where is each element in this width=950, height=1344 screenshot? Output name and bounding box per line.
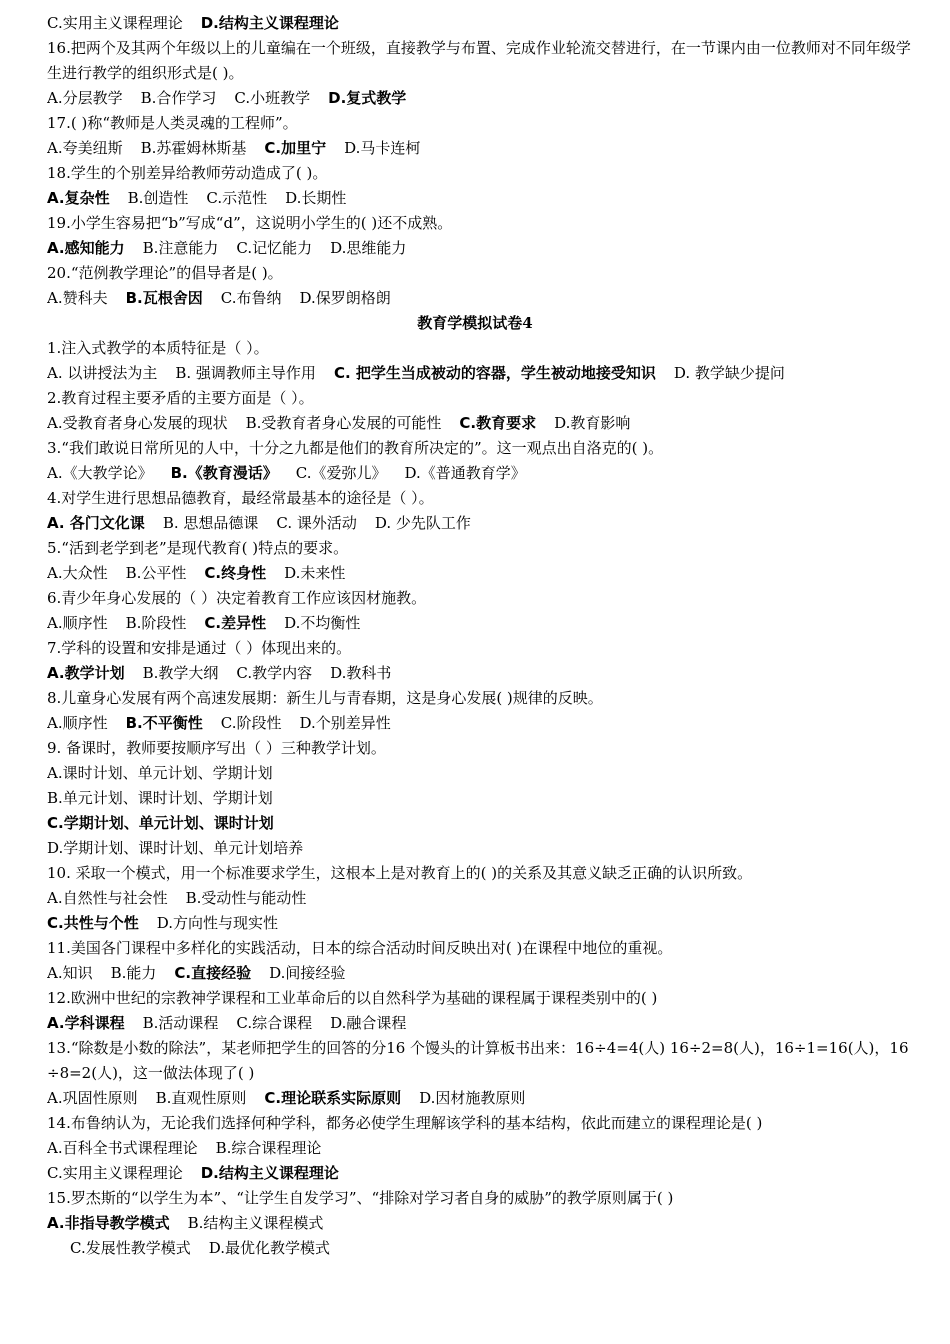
option: C.记忆能力 (236, 239, 313, 257)
options-row (47, 836, 917, 861)
question-stem: 17.( )称“教师是人类灵魂的工程师”。 (47, 114, 298, 132)
answer-option: C. 把学生当成被动的容器，学生被动地接受知识 (333, 364, 656, 382)
answer-option: C.理论联系实际原则 (264, 1089, 402, 1107)
answer-option: C.加里宁 (264, 139, 327, 157)
options-row (47, 361, 917, 386)
option: B.教学大纲 (142, 664, 219, 682)
answer-option: C.教育要求 (459, 414, 537, 432)
question-stem: 3.“我们敢说日常所见的人中，十分之九都是他们的教育所决定的”。这一观点出自洛克的( )。 (47, 439, 664, 457)
option: B.结构主义课程模式 (187, 1214, 324, 1232)
option: B.创造性 (127, 189, 189, 207)
answer-option: A.感知能力 (47, 239, 125, 257)
option: B. 强调教师主导作用 (175, 364, 316, 382)
options-row (47, 236, 917, 261)
question-stem: 7.学科的设置和安排是通过（ ）体现出来的。 (47, 639, 352, 657)
answer-option: D.结构主义课程理论 (200, 14, 339, 32)
answer-option: C.共性与个性 (47, 914, 139, 932)
question-stem: 14.布鲁纳认为，无论我们选择何种学科，都务必使学生理解该学科的基本结构，依此而建立的课程理论是( ) (47, 1114, 763, 1132)
answer-option: C.学期计划、单元计划、课时计划 (47, 814, 274, 832)
options-row (47, 1086, 917, 1111)
question-stem: 4.对学生进行思想品德教育，最经常最基本的途径是（ ）。 (47, 489, 434, 507)
option: C.《爱弥儿》 (295, 464, 387, 482)
options-row (47, 661, 917, 686)
option: C.阶段性 (220, 714, 282, 732)
options-row (47, 186, 917, 211)
option: A.巩固性原则 (47, 1089, 138, 1107)
option: A.百科全书式课程理论 (47, 1139, 198, 1157)
question-stem: 18.学生的个别差异给教师劳动造成了( )。 (47, 164, 328, 182)
question-stem: 9. 备课时，教师要按顺序写出（ ）三种教学计划。 (47, 739, 386, 757)
option: A.大众性 (47, 564, 108, 582)
answer-option: A.非指导教学模式 (47, 1214, 170, 1232)
answer-option: D.结构主义课程理论 (200, 1164, 339, 1182)
option: B.受教育者身心发展的可能性 (245, 414, 442, 432)
options-row (47, 11, 917, 36)
options-row (47, 1011, 917, 1036)
option: B.单元计划、课时计划、学期计划 (47, 789, 273, 807)
option: A.分层教学 (47, 89, 123, 107)
option: A.课时计划、单元计划、学期计划 (47, 764, 273, 782)
question-stem: 13.“除数是小数的除法”，某老师把学生的回答的分16 个馒头的计算板书出来：16÷4=4(人) 16÷2=8(人)，16÷1=16(人)，16 ÷8=2(人)，这一做法体现了( ) (47, 1039, 909, 1082)
option: C.发展性教学模式 (70, 1239, 191, 1257)
option: A.知识 (47, 964, 93, 982)
options-row (47, 911, 917, 936)
answer-option: B.瓦根舍因 (125, 289, 203, 307)
options-row (47, 411, 917, 436)
options-row (47, 961, 917, 986)
options-row (47, 786, 917, 811)
option: D.间接经验 (269, 964, 346, 982)
option: B.阶段性 (125, 614, 187, 632)
option: D.《普通教育学》 (404, 464, 526, 482)
answer-option: A. 各门文化课 (47, 514, 145, 532)
option: B.注意能力 (142, 239, 219, 257)
answer-option: D.复式教学 (328, 89, 407, 107)
option: D.保罗朗格朗 (299, 289, 391, 307)
option: C.小班教学 (234, 89, 311, 107)
answer-option: A.复杂性 (47, 189, 110, 207)
option: D.学期计划、课时计划、单元计划培养 (47, 839, 304, 857)
option: B.直观性原则 (155, 1089, 247, 1107)
options-row (47, 761, 917, 786)
question-stem: 10. 采取一个模式，用一个标准要求学生，这根本上是对教育上的( )的关系及其意义缺乏正确的认识所致。 (47, 864, 753, 882)
answer-option: B.《教育漫话》 (170, 464, 278, 482)
options-row (47, 1211, 917, 1236)
question-stem: 15.罗杰斯的“以学生为本”、“让学生自发学习”、“排除对学习者自身的威胁”的教学原则属于( ) (47, 1189, 674, 1207)
answer-option: C.直接经验 (174, 964, 252, 982)
option: B.受动性与能动性 (185, 889, 307, 907)
options-row (47, 511, 917, 536)
option: C.布鲁纳 (220, 289, 282, 307)
option: D.个别差异性 (299, 714, 391, 732)
option: B.能力 (110, 964, 157, 982)
option: D.未来性 (284, 564, 346, 582)
options-row (47, 136, 917, 161)
option: C.教学内容 (236, 664, 313, 682)
options-row (47, 1136, 917, 1161)
option: D.长期性 (285, 189, 347, 207)
option: C. 课外活动 (276, 514, 357, 532)
answer-option: C.差异性 (204, 614, 267, 632)
option: A.夸美纽斯 (47, 139, 123, 157)
options-row (47, 811, 917, 836)
option: A.顺序性 (47, 614, 108, 632)
question-stem: 12.欧洲中世纪的宗教神学课程和工业革命后的以自然科学为基础的课程属于课程类别中的( ) (47, 989, 658, 1007)
options-row (47, 86, 917, 111)
option: D.方向性与现实性 (156, 914, 278, 932)
option: D.不均衡性 (284, 614, 361, 632)
question-stem: 11.美国各门课程中多样化的实践活动，日本的综合活动时间反映出对( )在课程中地位的重视。 (47, 939, 673, 957)
answer-option: A.教学计划 (47, 664, 125, 682)
option: C.实用主义课程理论 (47, 1164, 183, 1182)
option: C.综合课程 (236, 1014, 313, 1032)
options-row (47, 711, 917, 736)
answer-option: A.学科课程 (47, 1014, 125, 1032)
answer-option: C.终身性 (204, 564, 267, 582)
options-row (47, 561, 917, 586)
option: B. 思想品德课 (162, 514, 259, 532)
option: D.融合课程 (330, 1014, 407, 1032)
option: D.马卡连柯 (344, 139, 421, 157)
option: B.综合课程理论 (215, 1139, 322, 1157)
option: C.示范性 (206, 189, 268, 207)
option: A.赞科夫 (47, 289, 108, 307)
question-stem: 6.青少年身心发展的（ ）决定着教育工作应该因材施教。 (47, 589, 427, 607)
option: D.最优化教学模式 (208, 1239, 330, 1257)
question-stem: 8.儿童身心发展有两个高速发展期：新生儿与青春期，这是身心发展( )规律的反映。 (47, 689, 603, 707)
option: B.合作学习 (140, 89, 217, 107)
option: A.《大教学论》 (47, 464, 153, 482)
option: D.教科书 (330, 664, 392, 682)
options-row (47, 1161, 917, 1186)
option: B.公平性 (125, 564, 187, 582)
option: D. 少先队工作 (374, 514, 471, 532)
option: A.受教育者身心发展的现状 (47, 414, 228, 432)
option: C.实用主义课程理论 (47, 14, 183, 32)
option: D.教育影响 (554, 414, 631, 432)
options-row (47, 611, 917, 636)
question-stem: 20.“范例教学理论”的倡导者是( )。 (47, 264, 283, 282)
option: A.自然性与社会性 (47, 889, 168, 907)
option: D. 教学缺少提问 (673, 364, 785, 382)
option: A.顺序性 (47, 714, 108, 732)
question-stem: 2.教育过程主要矛盾的主要方面是（ ）。 (47, 389, 314, 407)
options-row (47, 461, 917, 486)
option: B.活动课程 (142, 1014, 219, 1032)
option: B.苏霍姆林斯基 (140, 139, 247, 157)
question-stem: 19.小学生容易把“b”写成“d”，这说明小学生的( )还不成熟。 (47, 214, 453, 232)
section-title: 教育学模拟试卷4 (417, 314, 533, 332)
option: D.因材施教原则 (419, 1089, 526, 1107)
question-stem: 5.“活到老学到老”是现代教育( )特点的要求。 (47, 539, 349, 557)
answer-option: B.不平衡性 (125, 714, 203, 732)
options-row (47, 886, 917, 911)
question-stem: 1.注入式教学的本质特征是（ ）。 (47, 339, 269, 357)
option: A. 以讲授法为主 (47, 364, 158, 382)
options-row (47, 286, 917, 311)
options-row (70, 1236, 940, 1261)
question-stem: 16.把两个及其两个年级以上的儿童编在一个班级，直接教学与布置、完成作业轮流交替进行，在一节课内由一位教师对不同年级学生进行教学的组织形式是( )。 (47, 39, 911, 82)
option: D.思维能力 (330, 239, 407, 257)
